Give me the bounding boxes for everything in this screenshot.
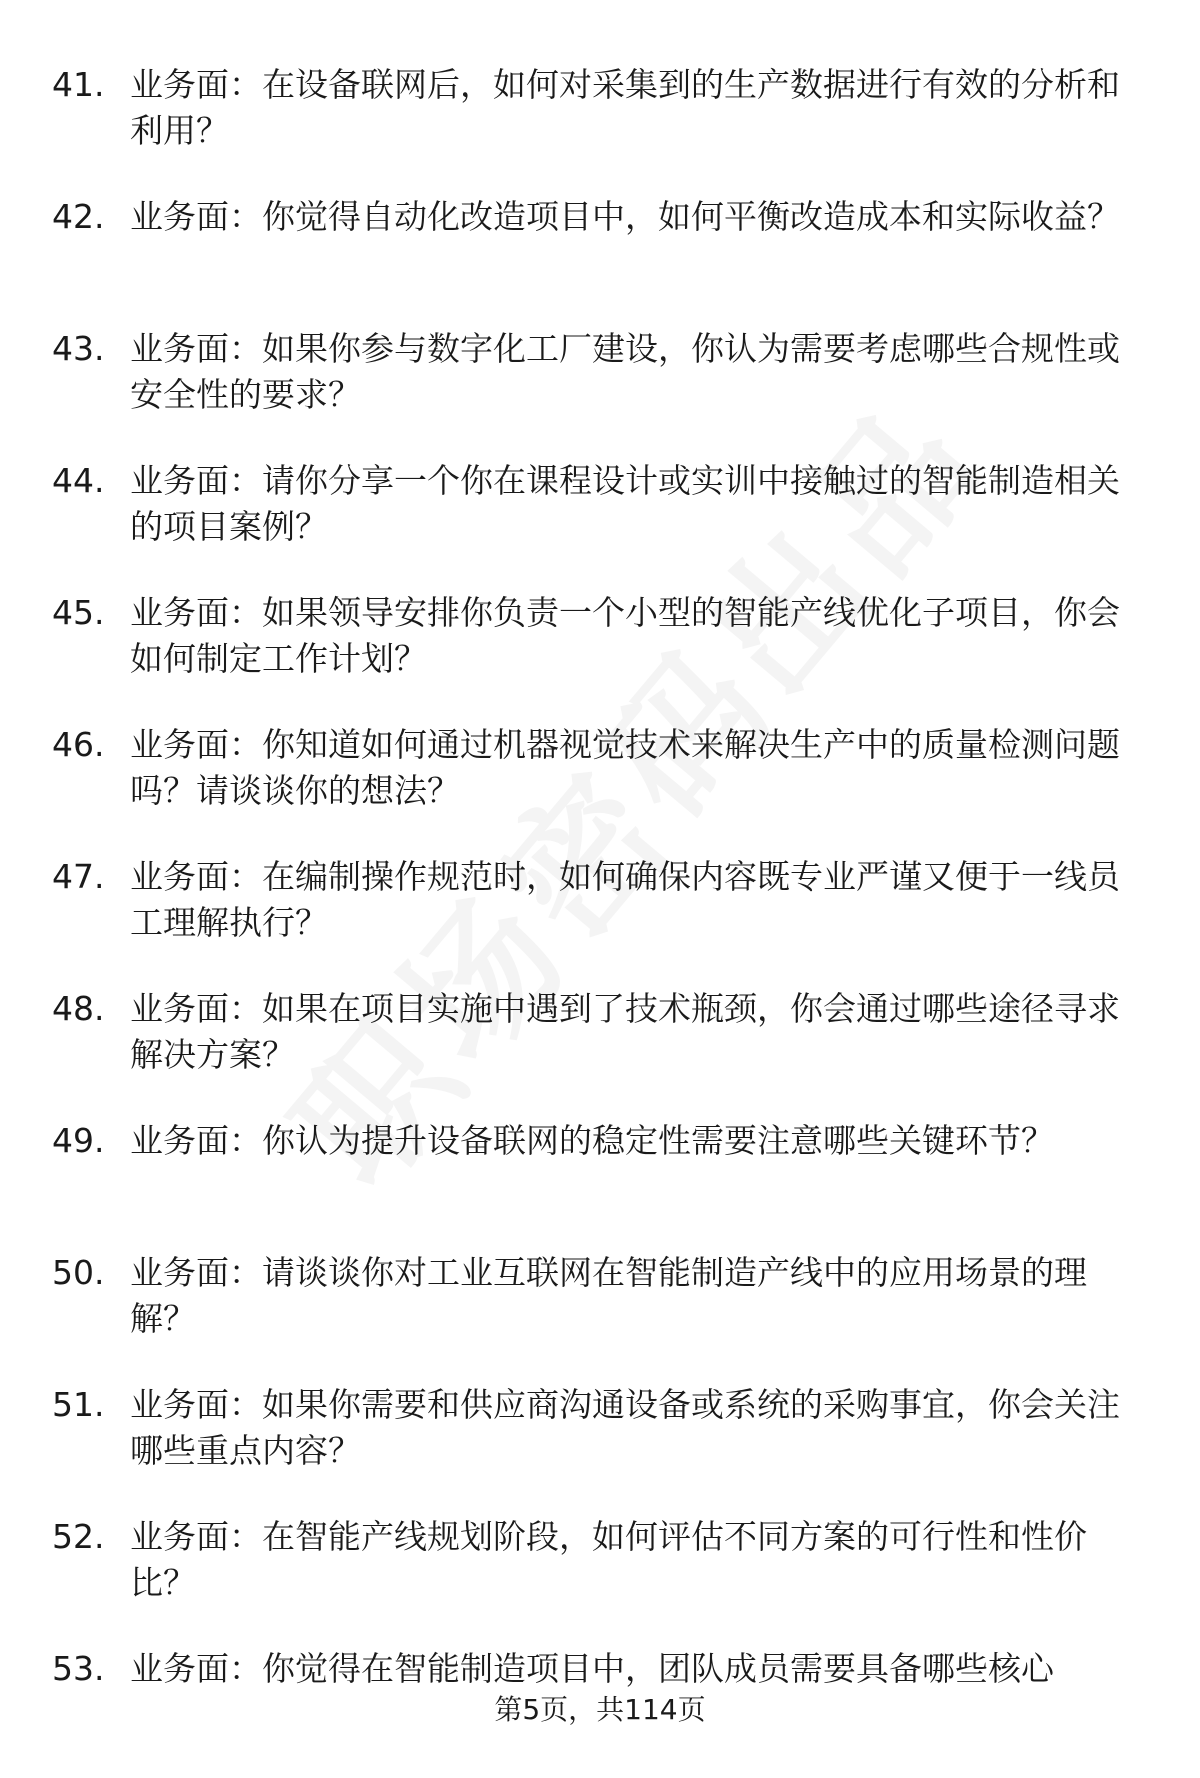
item-number: 49. bbox=[52, 1121, 105, 1160]
item-number: 42. bbox=[52, 197, 105, 236]
list-item bbox=[0, 458, 1200, 590]
item-text: 业务面：你觉得在智能制造项目中，团队成员需要具备哪些核心 bbox=[130, 1649, 1054, 1688]
item-number: 47. bbox=[52, 857, 105, 896]
list-item bbox=[0, 326, 1200, 458]
item-text: 业务面：如果在项目实施中遇到了技术瓶颈，你会通过哪些途径寻求解决方案？ bbox=[130, 989, 1120, 1074]
list-item bbox=[0, 722, 1200, 854]
page-footer: 第5页，共114页 bbox=[494, 1693, 706, 1726]
item-number: 43. bbox=[52, 329, 105, 368]
item-number: 41. bbox=[52, 65, 105, 104]
item-text: 业务面：请谈谈你对工业互联网在智能制造产线中的应用场景的理解？ bbox=[130, 1253, 1087, 1338]
item-number: 53. bbox=[52, 1649, 105, 1688]
item-text: 业务面：你知道如何通过机器视觉技术来解决生产中的质量检测问题吗？请谈谈你的想法？ bbox=[130, 725, 1120, 810]
item-number: 44. bbox=[52, 461, 105, 500]
item-number: 45. bbox=[52, 593, 105, 632]
item-number: 50. bbox=[52, 1253, 105, 1292]
item-number: 52. bbox=[52, 1517, 105, 1556]
list-item bbox=[0, 590, 1200, 722]
item-text: 业务面：你觉得自动化改造项目中，如何平衡改造成本和实际收益？ bbox=[130, 197, 1120, 236]
item-text: 业务面：如果你参与数字化工厂建设，你认为需要考虑哪些合规性或安全性的要求？ bbox=[130, 329, 1120, 414]
item-text: 业务面：在智能产线规划阶段，如何评估不同方案的可行性和性价比？ bbox=[130, 1517, 1087, 1602]
list-item bbox=[0, 1514, 1200, 1646]
list-item bbox=[0, 194, 1200, 326]
list-item bbox=[0, 854, 1200, 986]
item-number: 48. bbox=[52, 989, 105, 1028]
item-text: 业务面：如果你需要和供应商沟通设备或系统的采购事宜，你会关注哪些重点内容？ bbox=[130, 1385, 1120, 1470]
item-text: 业务面：如果领导安排你负责一个小型的智能产线优化子项目，你会如何制定工作计划？ bbox=[130, 593, 1120, 678]
item-text: 业务面：在编制操作规范时，如何确保内容既专业严谨又便于一线员工理解执行？ bbox=[130, 857, 1120, 942]
list-item bbox=[0, 62, 1200, 194]
list-item bbox=[0, 1382, 1200, 1514]
question-list bbox=[0, 62, 1200, 1778]
item-text: 业务面：你认为提升设备联网的稳定性需要注意哪些关键环节？ bbox=[130, 1121, 1054, 1160]
list-item bbox=[0, 1250, 1200, 1382]
item-text: 业务面：请你分享一个你在课程设计或实训中接触过的智能制造相关的项目案例？ bbox=[130, 461, 1120, 546]
item-number: 46. bbox=[52, 725, 105, 764]
item-number: 51. bbox=[52, 1385, 105, 1424]
list-item bbox=[0, 1118, 1200, 1250]
item-text: 业务面：在设备联网后，如何对采集到的生产数据进行有效的分析和利用？ bbox=[130, 65, 1120, 150]
list-item bbox=[0, 986, 1200, 1118]
